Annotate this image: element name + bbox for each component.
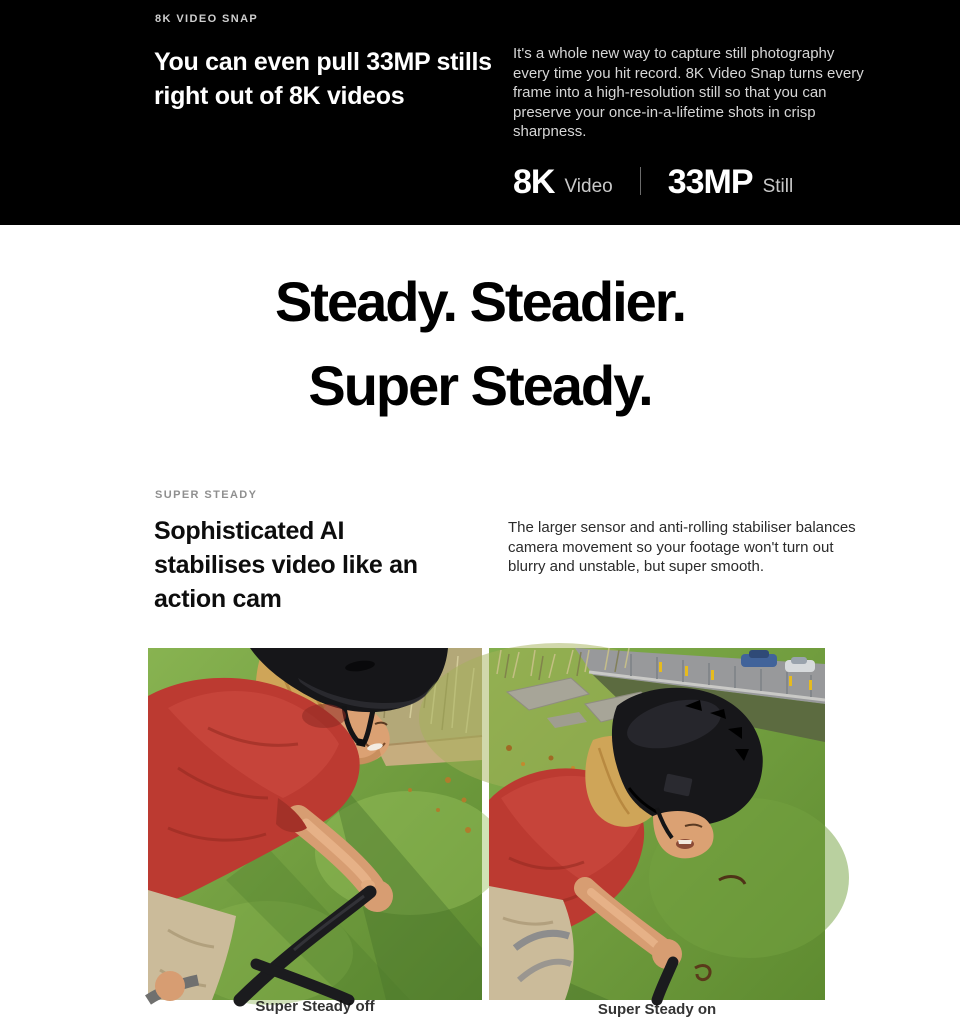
super-steady-on-video[interactable] bbox=[489, 648, 825, 1018]
hero-headline bbox=[154, 45, 494, 113]
action-cam-wide-illustration bbox=[489, 648, 825, 1000]
steady-heading-line1: Steady. Steadier. bbox=[274, 270, 686, 333]
steady-heading bbox=[0, 260, 960, 428]
stats-divider bbox=[640, 167, 641, 195]
hero-stats bbox=[513, 163, 793, 201]
super-steady-headline-line2: stabilises video like an bbox=[154, 551, 418, 579]
super-steady-headline-line1: Sophisticated AI bbox=[154, 517, 345, 545]
stat-33mp-value: 33MP bbox=[667, 163, 753, 201]
image-caption: Super Steady off bbox=[255, 998, 375, 1015]
super-steady-eyebrow: SUPER STEADY bbox=[155, 489, 258, 501]
steady-heading-line2: Super Steady. bbox=[308, 354, 652, 417]
stat-8k-label: Video bbox=[564, 176, 613, 197]
hero-headline-line1: You can even pull 33MP stills bbox=[154, 48, 492, 76]
super-steady-body-text: The larger sensor and anti-rolling stabiliser balances camera movement so your footage won't turn out blurry and unstable, but super smooth. bbox=[508, 519, 856, 575]
super-steady-media-row bbox=[148, 648, 825, 1018]
hero-body-text: It's a whole new way to capture still photography every time you hit record. 8K Video Snap turns every frame into a high-resolution still so that you can preserve your once-in-a-lifetime shots in crisp sharpness. bbox=[513, 45, 864, 140]
stat-33mp-label: Still bbox=[762, 176, 794, 197]
hero-headline-line2: right out of 8K videos bbox=[154, 82, 405, 110]
image-caption: Super Steady on bbox=[597, 1001, 717, 1018]
super-steady-headline-line3: action cam bbox=[154, 585, 282, 613]
super-steady-headline bbox=[154, 514, 494, 616]
hero-8k-video-snap bbox=[0, 0, 960, 225]
hero-eyebrow: 8K VIDEO SNAP bbox=[155, 13, 259, 25]
stat-8k-value: 8K bbox=[513, 163, 555, 201]
